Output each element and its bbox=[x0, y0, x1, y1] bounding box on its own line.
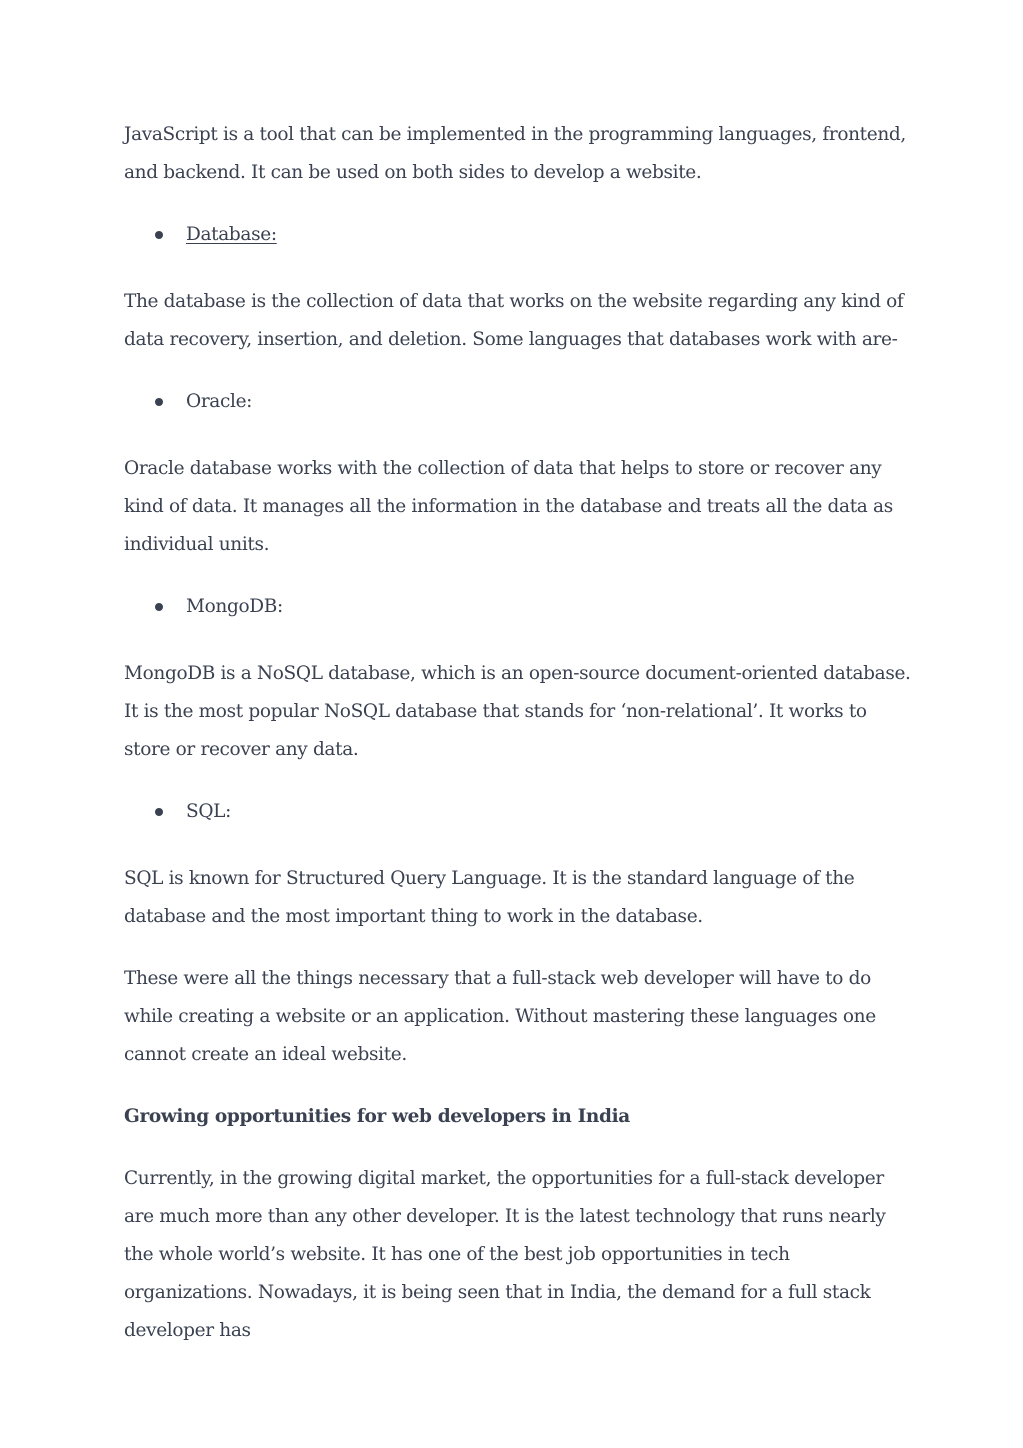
bullet-label-oracle: Oracle: bbox=[186, 391, 253, 412]
bullet-mongodb bbox=[124, 588, 914, 626]
paragraph-summary: These were all the things necessary that a full-stack web developer will have to do while creating a website or an application. Without mastering these languages one cannot create an ideal website. bbox=[124, 968, 876, 1065]
section-heading: Growing opportunities for web developers in India bbox=[124, 1106, 630, 1127]
paragraph-opportunities: Currently, in the growing digital market, the opportunities for a full-stack developer are much more than any other developer. It is the latest technology that runs nearly the whole world’s website. It has one of the best job opportunities in tech organizations. Nowadays, it is being seen that in India, the demand for a full stack developer has bbox=[124, 1168, 886, 1341]
paragraph-sql: SQL is known for Structured Query Language. It is the standard language of the database and the most important thing to work in the database. bbox=[124, 868, 855, 927]
bullet-icon bbox=[155, 231, 163, 239]
bullet-database bbox=[124, 216, 914, 254]
bullet-icon bbox=[155, 808, 163, 816]
bullet-icon bbox=[155, 603, 163, 611]
bullet-label-database[interactable]: Database: bbox=[186, 224, 277, 245]
paragraph-mongodb: MongoDB is a NoSQL database, which is an open-source document-oriented database. It is the most popular NoSQL database that stands for ‘non-relational’. It works to store or recover any data. bbox=[124, 663, 911, 760]
bullet-oracle bbox=[124, 383, 914, 421]
bullet-label-mongodb: MongoDB: bbox=[186, 596, 283, 617]
paragraph-database: The database is the collection of data that works on the website regarding any kind of data recovery, insertion, and deletion. Some languages that databases work with are- bbox=[124, 291, 904, 350]
document-page bbox=[124, 116, 914, 1374]
bullet-icon bbox=[155, 398, 163, 406]
bullet-label-sql: SQL: bbox=[186, 801, 231, 822]
paragraph-javascript: JavaScript is a tool that can be implemented in the programming languages, frontend, and backend. It can be used on both sides to develop a website. bbox=[124, 124, 906, 183]
paragraph-oracle: Oracle database works with the collection of data that helps to store or recover any kind of data. It manages all the information in the database and treats all the data as individual units. bbox=[124, 458, 893, 555]
bullet-sql bbox=[124, 793, 914, 831]
